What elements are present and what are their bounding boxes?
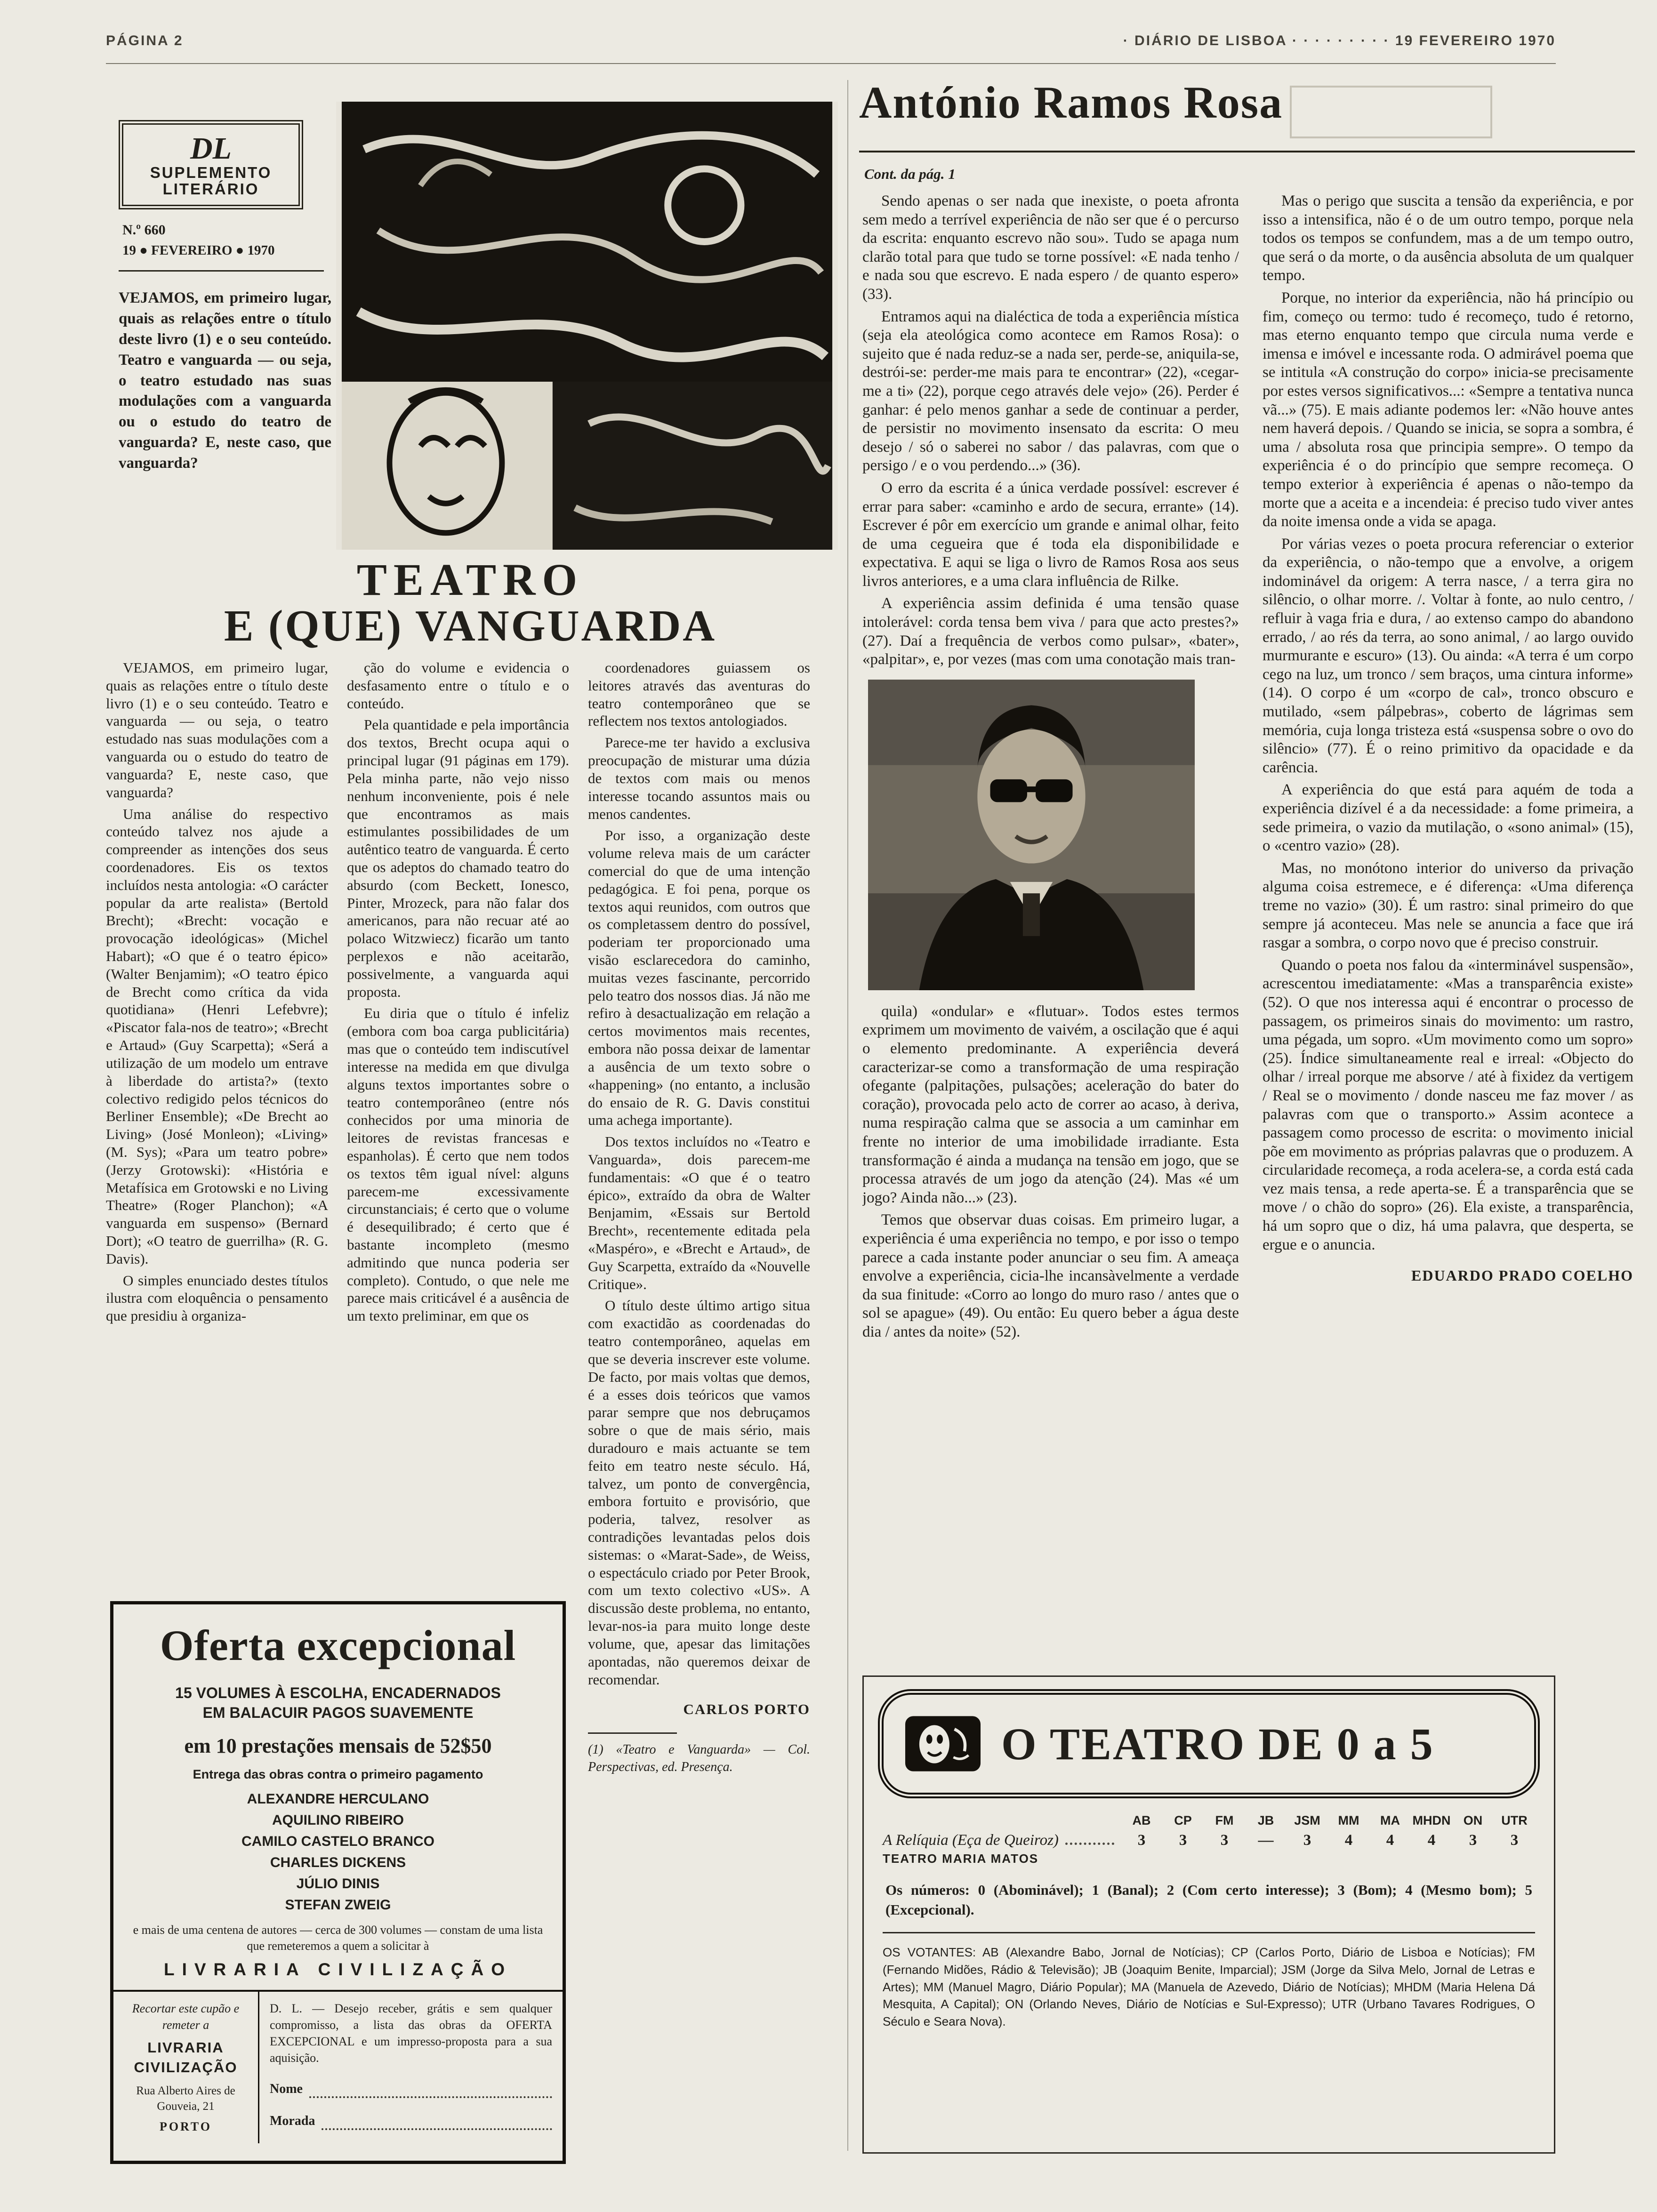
address-field-label: Morada [270, 2113, 315, 2128]
paragraph: O erro da escrita é a única verdade possível: escrever é errar para saber: «caminho e ardo de secura, errante» (14). Escrever é pôr em exercício um grande e animal olhar, feito de uma cegueira que é toda ela disponibilidade e expectativa. E aqui se liga o livro de Ramos Rosa aos seus livros anteriores, e a uma clara influência de Rilke. [862, 479, 1239, 590]
ratings-value: 3 [1220, 1832, 1229, 1849]
footnote-rule [588, 1732, 677, 1734]
paragraph: A experiência assim definida é uma tensão quase intolerável: corda tensa bem viva / para que acto prestes?» (27). Daí a frequência de verbos como pulsar», «bater», «palpitar», e, por vezes (mas com uma conotação mais tran- [862, 595, 1239, 668]
paragraph: Pela quantidade e pela importância dos textos, Brecht ocupa aqui o principal lugar (91 páginas em 179). Pela minha parte, não vejo nisso nenhum inconveniente, pois é nele que encontramos as mais estimulantes possibilidades de um autêntico teatro de vanguarda. É certo que os adeptos do chamado teatro do absurdo (com Beckett, Ionesco, Pinter, Mrozeck, para não falar dos americanos, para não recuar até ao polaco Witzwiecz) ficarão um tanto perplexos e não aceitarão, possivelmente, a vanguarda aqui proposta. [347, 716, 569, 1000]
paragraph: quila) «ondular» e «flutuar». Todos estes termos exprimem um movimento de vaivém, a oscilação que é aqui o elemento predominante. A experiência deverá caracterizar-se como a transformação de uma respiração ofegante (palpitações, pulsações; aceleração do bater do coração), provocada pelo acto de correr ao acaso, à deriva, numa respiração calma que se associa a um caminhar em frente no interior de uma imobilidade irradiante. Esta transformação é ainda a mudança na tensão em jogo, que se processa através de um jogo da atenção (24). Mas «é um jogo? Ainda não...» (23). [862, 1002, 1239, 1206]
coupon-address-block [113, 1992, 259, 2143]
paragraph: Por isso, a organização deste volume releva mais de um carácter comercial do que de uma intenção pedagógica. E foi pena, porque os textos aqui reunidos, com outros que os completassem dentro do possível, poderiam ter proporcionado uma visão esclarecedora do caminho, muitas vezes fascinante, percorrido pelo teatro dos nossos dias. Já não me refiro à desactualização em relação a certos movimentos mais recentes, embora não possa deixar de lamentar a ausência de um texto sobre o «happening» (no entanto, a inclusão do ensaio de R. G. Davis constitui uma achega importante). [588, 827, 810, 1129]
masthead [106, 33, 1556, 49]
ratings-column-header: FM [1215, 1813, 1234, 1827]
ratings-value: 4 [1386, 1832, 1394, 1849]
ad-delivery-note: Entrega das obras contra o primeiro pagamento [193, 1767, 483, 1782]
coupon-request-text: D. L. — Desejo receber, grátis e sem qualquer compromisso, a lista das obras da OFERTA EXCEPCIONAL e um impresso-proposta para a sua aquisição. [270, 2001, 552, 2065]
ratings-voters: OS VOTANTES: AB (Alexandre Babo, Jornal de Notícias); CP (Carlos Porto, Diário de Lisboa e Notícias); FM (Fernando Midões, Rádio & Televisão); JB (Joaquim Benite, Imparcial); JSM (Jorge da Silva Melo, Jornal de Letras e Artes); MM (Manuel Magro, Diário Popular); MA (Manuela de Azevedo, Diário de Notícias); MHDM (Maria Helena Dá Mesquita, A Capital); ON (Orlando Neves, Diário de Notícias e Sul-Expresso); UTR (Urbano Tavares Rodrigues, O Século e Seara Nova). [883, 1932, 1535, 2031]
ratings-value: 3 [1179, 1832, 1187, 1849]
address-field [322, 2118, 552, 2130]
paragraph: Dos textos incluídos no «Teatro e Vanguarda», dois parecem-me fundamentais: «O que é o teatro épico», extraído da obra de Walter Benjamim, «Essais sur Bertold Brecht», recentemente editada pela «Maspéro», e «Brecht e Artaud», de Guy Scarpetta, extraído da «Nouvelle Critique». [588, 1133, 810, 1292]
paragraph: A experiência do que está para aquém de toda a experiência dizível é a da necessidade: a fome primeira, a sede primeira, o vazio da mutilação, o «sono animal» (15), o «centro vazio» (28). [1263, 781, 1633, 855]
supplement-date: 19 ● FEVEREIRO ● 1970 [122, 243, 275, 258]
coupon-address-line [270, 2112, 552, 2130]
portrait-icon [868, 680, 1195, 990]
ad-more-text: e mais de uma centena de autores — cerca de 300 volumes — constam de uma lista que remeteremos a quem a solicitar à [133, 1923, 543, 1953]
ad-author-list [130, 1788, 546, 1915]
ad-author: JÚLIO DINIS [296, 1876, 380, 1892]
paragraph: Entramos aqui na dialéctica de toda a experiência mística (seja ela ateológica como acontece em Ramos Rosa): o sujeito que é nada reduz-se a nada ser, perde-se, aniquila-se, destrói-se: perder-me mais para te encontrar» (22), «cegar-me a ti» (22), porque cego através dele vejo» (26). Perder é ganhar: é pelo menos ganhar a sede de continuar a perder, de persistir no movimento insensato da escrita: O meu desejo / só o saberei no sabor / das palavras, com que o persigo / e o vou perdendo...» (36). [862, 308, 1239, 474]
ratings-legend: Os números: 0 (Abominável); 1 (Banal); 2 (Com certo interesse); 3 (Bom); 4 (Mesmo bom); 5 (Excepcional). [885, 1882, 1532, 1918]
teatro-headline-line2: E (QUE) VANGUARDA [224, 601, 717, 650]
ratings-work-title: A Relíquia (Eça de Queiroz) [883, 1832, 1059, 1849]
ratings-header-spacer [883, 1813, 1121, 1828]
ratings-header-cells [1121, 1813, 1535, 1828]
lead-paragraph: VEJAMOS, em primeiro lugar, quais as relações entre o título deste livro (1) e o seu conteúdo. Teatro e vanguarda — ou seja, o teatro estudado nas suas modulações com a vanguarda ou o estudo do teatro de vanguarda? E, neste caso, que vanguarda? [119, 289, 331, 472]
paragraph: ção do volume e evidencia o desfasamento entre o título e o conteúdo. [347, 659, 569, 712]
masthead-right: · DIÁRIO DE LISBOA · · · · · · · · · 19 FEVEREIRO 1970 [1123, 33, 1556, 48]
ramos-rosa-portrait-photo [868, 680, 1195, 990]
ratings-column-header: MM [1338, 1813, 1359, 1827]
ratings-column-header: AB [1132, 1813, 1151, 1827]
ad-installments: em 10 prestações mensais de 52$50 [184, 1734, 492, 1758]
coupon-form [259, 1992, 563, 2143]
teatro-byline: CARLOS PORTO [683, 1701, 810, 1718]
ratings-column-header: MA [1380, 1813, 1400, 1827]
ramos-rosa-column-a [862, 192, 1239, 1670]
ratings-value: 3 [1510, 1832, 1519, 1849]
teatro-footnote: (1) «Teatro e Vanguarda» — Col. Perspectivas, ed. Presença. [588, 1742, 810, 1774]
ramos-rosa-byline: EDUARDO PRADO COELHO [1411, 1267, 1633, 1284]
stamp-box [1290, 86, 1492, 138]
paragraph: Porque, no interior da experiência, não há princípio ou fim, começo ou termo: tudo é recomeço, tudo é retorno, mas eterno enquanto tempo que circula numa verde e imensa e imóvel e incessante roda. O admirável poema que se intitula «A construção do corpo» inicia-se precisamente por estes versos significativos...: «Sempre a tentativa nunca vã...» (75). E mais adiante podemos ler: «Não houve antes nem haverá depois. / Quando se inicia, se sopra a sombra, é uma / absoluta rosa que principia sempre». O tempo da experiência é o do princípio que sempre recomeça. O tempo exterior à experiência é apenas o não-tempo da morte que a aceita e a incendeia: é preciso tudo viver antes da noite imensa onde a vida se apaga. [1263, 289, 1633, 530]
ad-subtitle-line2: EM BALACUIR PAGOS SUAVEMENTE [202, 1704, 474, 1721]
ratings-column-header: JSM [1294, 1813, 1320, 1827]
ratings-value: 3 [1137, 1832, 1146, 1849]
ad-author: CAMILO CASTELO BRANCO [241, 1834, 434, 1850]
paragraph: Uma análise do respectivo conteúdo talvez nos ajude a compreender as intenções dos seus coordenadores. Eis os textos incluídos nesta antologia: «O carácter popular da arte realista» (Bertold Brecht); «Brecht: vocação e provocação ideológicas» (Michel Habart); «O que é o teatro épico» (Walter Benjamim); «O teatro épico de Brecht como crítica da vida quotidiana» (Henri Lefebvre); «Piscator fala-nos de teatro»; «Brecht e Artaud» (Guy Scarpetta); «Será a utilização de um modelo um entrave à liberdade do artista?» (texto colectivo redigido pelos técnicos do Berliner Ensemble); «De Brecht ao Living» (José Monleon); «Living» (M. Sys); «Para um teatro pobre» (Jerzy Grotowski): «História e Metafísica em Grotowski e no Living Theatre» (Roger Planchon); «A vanguarda em suspenso» (Bernard Dort); «O teatro de guerrilha» (R. G. Davis). [106, 805, 328, 1267]
paragraph: Por várias vezes o poeta procura referenciar o exterior da experiência, o não-tempo que a envolve, a origem indominável da origem: A terra nasce, / a terra gira no silêncio, o olhar morre. /. Voltar à fonte, ao nulo centro, / refluir à vaga fria e dura, / ao extenso campo do abandono errado, / ao rés da terra, ao sono animal, / ao largo ouvido murmurante e escuro» (13). Ou ainda: «A terra é um corpo cego na luz, um tronco / sem braços, uma cintura informe» (14). O corpo é um «corpo de cal», tronco obscuro e mutilado, «sem pálpebras», coberto de lágrimas sem memória, cuja longa tristeza está «suspensa sobre o ovo do silêncio» (77). É o reino primitivo da opacidade e da carência. [1263, 535, 1633, 776]
ratings-value: 4 [1344, 1832, 1353, 1849]
paragraph: Mas o perigo que suscita a tensão da experiência, e por isso a intensifica, não é o de um outro tempo, porque nela todos os tempos se confundem, mas a de um tempo outro, que será o da morte, o da ausência absoluta de um qualquer tempo. [1263, 192, 1633, 284]
ratings-column-header: UTR [1501, 1813, 1528, 1827]
paragraph: VEJAMOS, em primeiro lugar, quais as relações entre o título deste livro (1) e o seu conteúdo. Teatro e vanguarda — ou seja, o teatro estudado nas suas modulações com a vanguarda ou o estudo do teatro de vanguarda? E, neste caso, que vanguarda? [106, 659, 328, 801]
ratings-value: 3 [1469, 1832, 1477, 1849]
coupon-city: PORTO [159, 2120, 212, 2134]
name-field [309, 2086, 552, 2098]
ad-subtitle [130, 1683, 546, 1723]
teatro-column-3 [588, 659, 810, 2151]
paragraph: Quando o poeta nos falou da «interminável suspensão», acrescentou imediatamente: «Mas a transparência existe» (52). O que nos interessa aqui é encontrar o processo de passagem, os primeiros sinais do movimento: um rastro, uma pégada, um sopro. «Um movimento como um sopro» (25). Índice simultaneamente real e irreal: «Objecto do olhar / irreal porque me absorve / até à fixidez da vertigem / Real se o movimento / donde nasceu me faz mover / as palavras com que o transporto.» Assim acontece a passagem como processo de escrita: o movimento inicial põe em movimento as próprias palavras que o produzem. A circularidade recomeça, a roda acelera-se, a corda está cada vez mais tensa, a rede aperta-se. É a transparência que se move / o chão do sopro» (26). Ela existe, a transparência, há um sopro que o diz, há uma palavra, que desperta, se ergue e o anuncia. [1263, 956, 1633, 1253]
ad-author: CHARLES DICKENS [270, 1855, 406, 1871]
coupon-street: Rua Alberto Aires de Gouveia, 21 [136, 2084, 235, 2113]
teatro-headline [106, 556, 835, 649]
teatro-artwork-image [336, 102, 838, 550]
paragraph: coordenadores guiassem os leitores através das aventuras do teatro contemporâneo que se reflectem nos textos antologiados. [588, 659, 810, 729]
coupon-cut-note: Recortar este cupão e remeter a [132, 2001, 240, 2032]
paragraph: O simples enunciado destes títulos ilustra com eloquência o pensamento que presidiu à organiza- [106, 1272, 328, 1324]
coupon-name-line [270, 2080, 552, 2098]
paragraph: Parece-me ter havido a exclusiva preocupação de misturar uma dúzia de textos com mais ou menos interesse tocando assuntos mais ou menos candentes. [588, 734, 810, 822]
ratings-value: 3 [1303, 1832, 1311, 1849]
supplement-logo-box [119, 120, 303, 209]
ratings-venue: TEATRO MARIA MATOS [883, 1851, 1039, 1866]
ramos-rosa-column-a-top [862, 192, 1239, 669]
supplement-name-line2: LITERÁRIO [162, 180, 259, 198]
ad-bookstore-name: LIVRARIA CIVILIZAÇÃO [163, 1959, 512, 1979]
paragraph: Sendo apenas o ser nada que inexiste, o poeta afronta sem medo a terrível experiência de não ser que é o percurso da escrita: enquanto escrevo não sou». Tudo se apaga num clarão total para que tudo se torne possível: «E nada tenho / e nada sou que escrevo. E nada espero / de quanto espero» (33). [862, 192, 1239, 303]
teatro-headline-line1: TEATRO [356, 554, 584, 605]
ramos-rosa-column-b-text [1263, 192, 1633, 1254]
page-number: PÁGINA 2 [106, 33, 184, 48]
ratings-title-band [878, 1689, 1540, 1798]
teatro-column-2 [347, 659, 569, 1586]
ramos-rosa-headline: António Ramos Rosa [859, 77, 1283, 128]
ad-subtitle-line1: 15 VOLUMES À ESCOLHA, ENCADERNADOS [175, 1684, 501, 1701]
theatre-masks-icon [905, 1715, 981, 1772]
oferta-excepcional-ad [110, 1601, 566, 2164]
ramos-rosa-column-b [1263, 192, 1633, 1670]
paragraph: Temos que observar duas coisas. Em primeiro lugar, a experiência é uma experiência no tempo, e por isso o tempo parece a cada instante poder anunciar o seu fim. A ameaça envolve a experiência, cicia-lhe incansàvelmente a verdade da sua finitude: «Corro ao longo do muro raso / antes que o sol se apague» (49). Ou então: Eu quero beber a água deste dia / antes da noite» (52). [862, 1211, 1239, 1340]
teatro-ratings-box [862, 1675, 1555, 2154]
ratings-dotted-leader [1065, 1843, 1114, 1845]
ratings-header-row [883, 1813, 1535, 1828]
supplement-rule [119, 270, 324, 272]
ratings-value: — [1258, 1832, 1274, 1849]
ratings-title: O TEATRO DE 0 a 5 [1001, 1718, 1434, 1769]
ratings-column-header: CP [1174, 1813, 1192, 1827]
ad-author: ALEXANDRE HERCULANO [247, 1791, 429, 1807]
continuation-note: Cont. da pág. 1 [864, 166, 956, 182]
ramos-rosa-rule [859, 151, 1635, 152]
ad-author: STEFAN ZWEIG [285, 1897, 391, 1913]
teatro-column-1 [106, 659, 328, 1586]
abstract-woodcut-icon [336, 102, 838, 550]
teatro-column-3-text [588, 659, 810, 1688]
supplement-logo: DL [190, 131, 232, 166]
ratings-column-header: JB [1257, 1813, 1274, 1827]
ramos-rosa-column-a-bottom [862, 1002, 1239, 1342]
supplement-name-line1: SUPLEMENTO [150, 164, 272, 181]
ad-title: Oferta excepcional [160, 1621, 516, 1669]
ratings-row [883, 1832, 1535, 1850]
ad-author: AQUILINO RIBEIRO [272, 1812, 404, 1828]
ratings-value-cells [1121, 1832, 1535, 1849]
ratings-column-header: MHDN [1412, 1813, 1451, 1827]
name-field-label: Nome [270, 2082, 303, 2097]
paragraph: O título deste último artigo situa com exactidão as coordenadas do teatro contemporâneo, aquelas em que se deveria inscrever este volume. De facto, por mais voltas que demos, é a esses dois teóricos que vamos parar sempre que nos debruçamos sobre o que de mais sério, mais duradouro e mais actuante se tem feito em teatro neste século. Há, talvez, um ponto de convergência, embora fortuito e provisório, que poderia, talvez, resolver as contradições levantadas pelos dois sistemas: o «Marat-Sade», de Weiss, o espectáculo criado por Peter Brook, com um texto colectivo «US». A discussão deste problema, no entanto, levar-nos-ia para muito longe deste volume, que, apesar das limitações apontadas, não queremos deixar de recomendar. [588, 1297, 810, 1688]
coupon-store-name: LIVRARIA CIVILIZAÇÃO [134, 2039, 238, 2076]
ad-coupon [113, 1990, 563, 2143]
ratings-column-header: ON [1463, 1813, 1483, 1827]
issue-number: N.º 660 [122, 222, 166, 238]
ratings-value: 4 [1427, 1832, 1436, 1849]
section-divider [847, 80, 848, 2151]
paragraph: Eu diria que o título é infeliz (embora com boa carga publicitária) mas que o conteúdo tem indiscutível interesse na medida em que divulga alguns textos importantes sobre o teatro contemporâneo (entre nós conhecidos por uma minoria de leitores de revistas francesas e espanholas). É certo que nem todos os textos têm igual nível: alguns parecem-me excessivamente circunstanciais; é certo que o volume é desequilibrado; é certo que é bastante incompleto (mesmo admitindo que nunca poderia ser completo). Contudo, o que nele me parece mais criticável é a ausência de um texto preliminar, em que os [347, 1005, 569, 1324]
masthead-rule [106, 63, 1556, 64]
paragraph: Mas, no monótono interior do universo da privação alguma coisa estremece, e é diferença: «Uma diferença treme no vazio» (30). É um rastro: sinal primeiro do que sempre já aconteceu. Mas nele se anuncia a face que irá rasgar a sombra, o corpo novo que é preciso construir. [1263, 859, 1633, 952]
